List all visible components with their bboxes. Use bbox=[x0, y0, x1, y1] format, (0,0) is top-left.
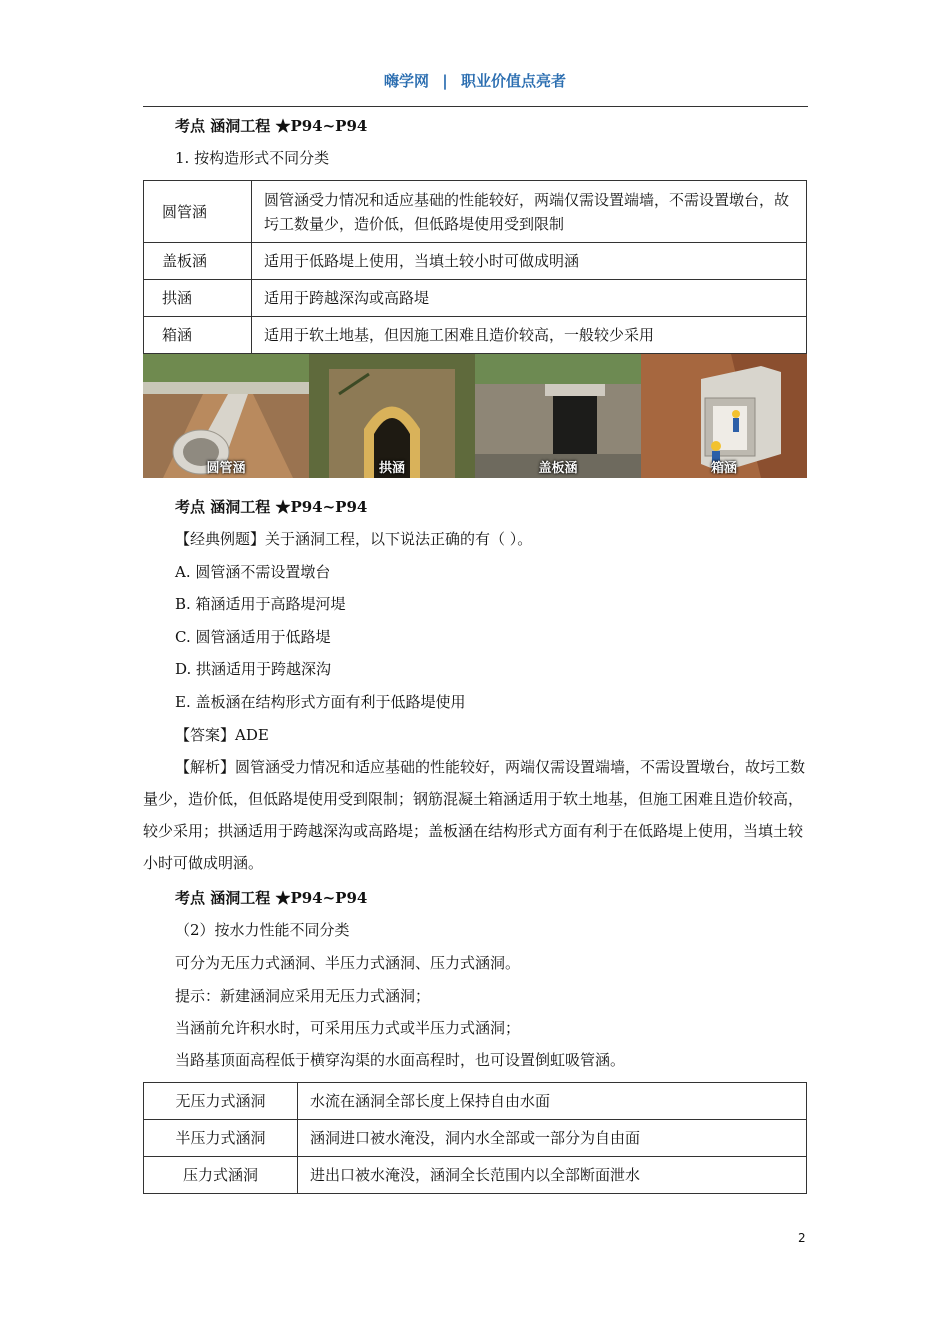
option-d: D. 拱涵适用于跨越深沟 bbox=[175, 660, 332, 678]
culvert-type-cell: 半压力式涵洞 bbox=[144, 1120, 298, 1157]
option-b: B. 箱涵适用于高路堤河堤 bbox=[175, 595, 346, 613]
table-row bbox=[144, 1120, 807, 1157]
table-row bbox=[144, 243, 807, 280]
culvert-desc-cell: 进出口被水淹没，涵洞全长范围内以全部断面泄水 bbox=[298, 1157, 807, 1194]
photo-caption: 盖板涵 bbox=[538, 461, 578, 476]
box-culvert-photo bbox=[641, 354, 807, 478]
table-row bbox=[144, 1083, 807, 1120]
example-question: 【经典例题】关于涵洞工程，以下说法正确的有（ ）。 bbox=[175, 530, 533, 548]
photo-caption: 拱涵 bbox=[378, 461, 405, 476]
header-divider bbox=[143, 106, 808, 107]
culvert-desc-cell: 涵洞进口被水淹没，洞内水全部或一部分为自由面 bbox=[298, 1120, 807, 1157]
culvert-desc-cell: 圆管涵受力情况和适应基础的性能较好，两端仅需设置端墙，不需设置墩台，故圬工数量少，造价低，但低路堤使用受到限制 bbox=[252, 181, 807, 243]
photo-caption: 圆管涵 bbox=[206, 461, 246, 476]
section1-heading: 考点 涵洞工程 ★P94~P94 bbox=[175, 117, 368, 135]
site-slogan: 职业价值点亮者 bbox=[460, 72, 566, 90]
page-header bbox=[0, 70, 950, 91]
table-row bbox=[144, 181, 807, 243]
culvert-type-cell: 无压力式涵洞 bbox=[144, 1083, 298, 1120]
section3-heading: 考点 涵洞工程 ★P94~P94 bbox=[175, 889, 368, 907]
section3-line: 当涵前允许积水时，可采用压力式或半压力式涵洞； bbox=[175, 1019, 521, 1037]
section3-subheading: （2）按水力性能不同分类 bbox=[175, 921, 350, 939]
culvert-type-cell: 圆管涵 bbox=[144, 181, 252, 243]
culvert-desc-cell: 适用于软土地基，但因施工困难且造价较高，一般较少采用 bbox=[252, 317, 807, 354]
culvert-photo-strip bbox=[143, 354, 807, 478]
pipe-culvert-photo bbox=[143, 354, 309, 478]
answer: 【答案】ADE bbox=[175, 726, 269, 744]
analysis-paragraph: 【解析】圆管涵受力情况和适应基础的性能较好，两端仅需设置端墙，不需设置墩台，故圬工数量少，造价低，但低路堤使用受到限制；钢筋混凝土箱涵适用于软土地基，但施工困难且造价较高，较少采用；拱涵适用于跨越深沟或高路堤；盖板涵在结构形式方面有利于在低路堤上使用，当填土较小时可做成明涵。 bbox=[143, 758, 806, 872]
culvert-type-cell: 盖板涵 bbox=[144, 243, 252, 280]
site-name: 嗨学网 bbox=[384, 72, 430, 90]
table-row bbox=[144, 1157, 807, 1194]
photo-caption: 箱涵 bbox=[710, 461, 737, 476]
arch-culvert-photo bbox=[309, 354, 475, 478]
culvert-desc-cell: 水流在涵洞全部长度上保持自由水面 bbox=[298, 1083, 807, 1120]
table-row bbox=[144, 317, 807, 354]
header-separator: | bbox=[442, 72, 448, 90]
culvert-desc-cell: 适用于跨越深沟或高路堤 bbox=[252, 280, 807, 317]
hydraulic-type-table bbox=[143, 1082, 807, 1194]
section3-line: 提示：新建涵洞应采用无压力式涵洞； bbox=[175, 987, 431, 1005]
section3-line: 当路基顶面高程低于横穿沟渠的水面高程时，也可设置倒虹吸管涵。 bbox=[175, 1051, 626, 1069]
structure-type-table bbox=[143, 180, 807, 354]
option-a: A. 圆管涵不需设置墩台 bbox=[175, 563, 331, 581]
section1-subheading: 1. 按构造形式不同分类 bbox=[175, 149, 330, 167]
culvert-type-cell: 拱涵 bbox=[144, 280, 252, 317]
culvert-desc-cell: 适用于低路堤上使用，当填土较小时可做成明涵 bbox=[252, 243, 807, 280]
culvert-type-cell: 箱涵 bbox=[144, 317, 252, 354]
culvert-type-cell: 压力式涵洞 bbox=[144, 1157, 298, 1194]
section3-line: 可分为无压力式涵洞、半压力式涵洞、压力式涵洞。 bbox=[175, 954, 521, 972]
section2-heading: 考点 涵洞工程 ★P94~P94 bbox=[175, 498, 368, 516]
page-number: 2 bbox=[798, 1231, 806, 1245]
option-e: E. 盖板涵在结构形式方面有利于低路堤使用 bbox=[175, 693, 466, 711]
slab-culvert-photo bbox=[475, 354, 641, 478]
table-row bbox=[144, 280, 807, 317]
option-c: C. 圆管涵适用于低路堤 bbox=[175, 628, 331, 646]
